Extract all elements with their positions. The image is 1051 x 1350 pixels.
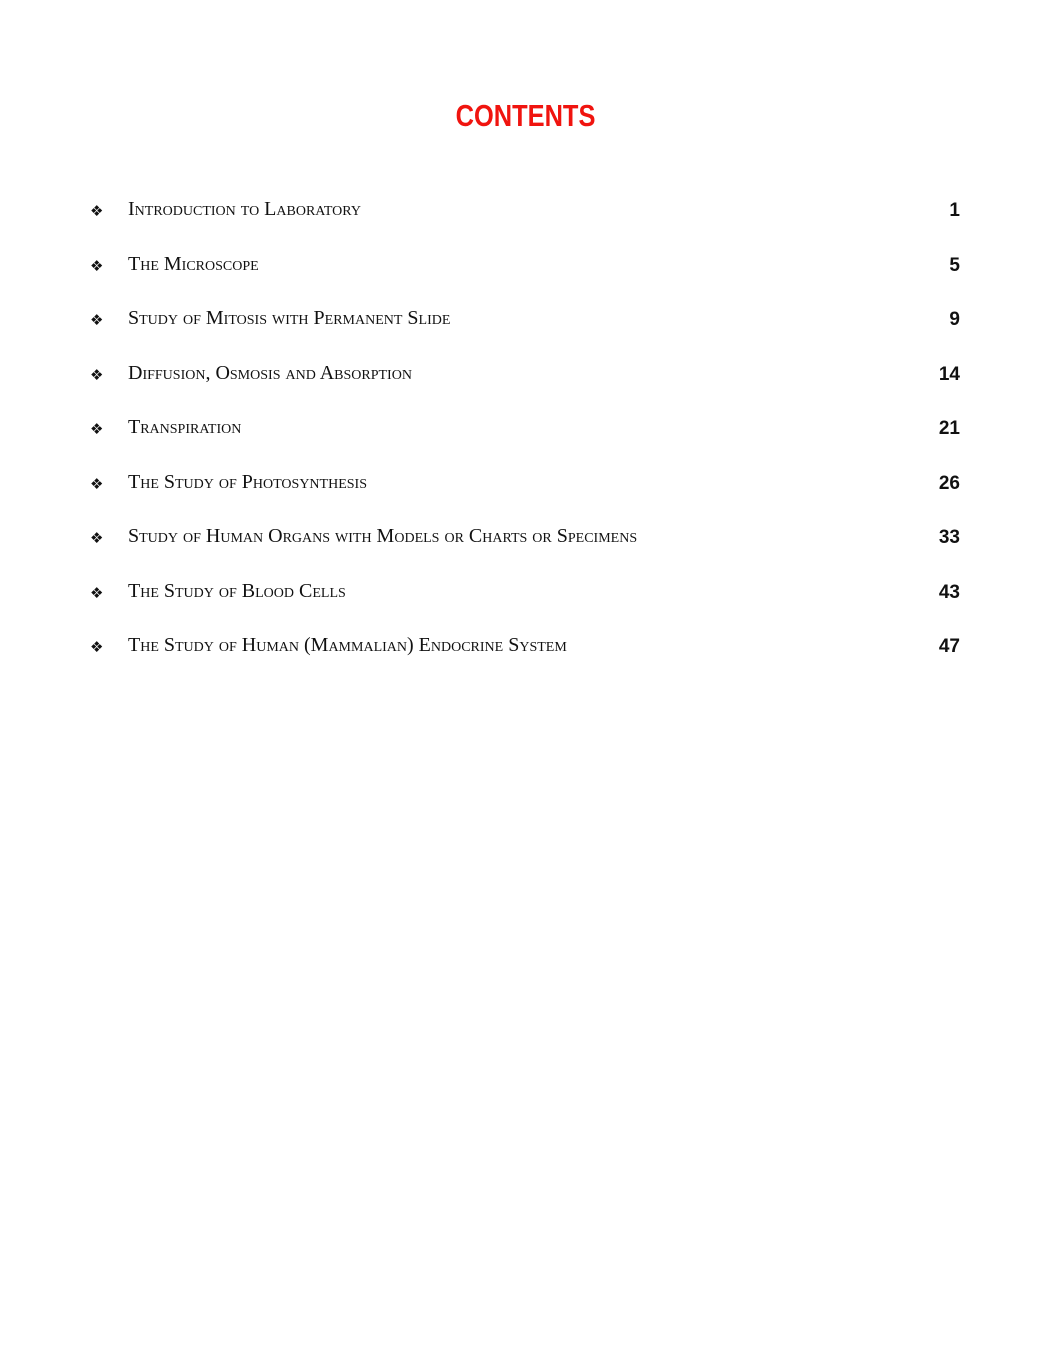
toc-entry-title[interactable]: Introduction to Laboratory <box>128 198 361 220</box>
diamond-bullet-icon: ❖ <box>90 583 104 602</box>
toc-entry-page: 33 <box>938 527 960 548</box>
toc-entry-title[interactable]: The Microscope <box>128 252 259 275</box>
toc-entry[interactable] <box>0 360 1051 415</box>
toc-entry-title[interactable]: Diffusion, Osmosis and Absorption <box>128 361 412 384</box>
diamond-bullet-icon: ❖ <box>90 420 104 438</box>
toc-entry-title[interactable]: The Study of Blood Cells <box>128 579 346 602</box>
toc-entry-page: 1 <box>949 200 960 221</box>
diamond-bullet-icon: ❖ <box>90 638 104 656</box>
table-of-contents <box>0 196 1051 687</box>
toc-entry-title[interactable]: Study of Human Organs with Models or Charts or Specimens <box>128 525 638 547</box>
toc-entry[interactable] <box>0 632 1051 687</box>
toc-entry[interactable] <box>0 196 1051 251</box>
toc-entry[interactable] <box>0 251 1051 306</box>
diamond-bullet-icon: ❖ <box>90 529 104 547</box>
toc-entry[interactable] <box>0 305 1051 360</box>
toc-entry-page: 47 <box>938 636 960 657</box>
toc-entry-page: 9 <box>949 309 960 330</box>
toc-entry-page: 14 <box>938 363 960 385</box>
toc-entry[interactable] <box>0 414 1051 469</box>
toc-entry-title[interactable]: Study of Mitosis with Permanent Slide <box>128 307 451 329</box>
toc-entry-title[interactable]: Transpiration <box>128 416 242 438</box>
toc-entry[interactable] <box>0 578 1051 633</box>
diamond-bullet-icon: ❖ <box>90 311 104 329</box>
toc-entry[interactable] <box>0 523 1051 578</box>
diamond-bullet-icon: ❖ <box>90 202 104 220</box>
diamond-bullet-icon: ❖ <box>90 474 104 493</box>
diamond-bullet-icon: ❖ <box>90 365 104 384</box>
toc-entry-title[interactable]: The Study of Photosynthesis <box>128 470 367 493</box>
toc-entry-title[interactable]: The Study of Human (Mammalian) Endocrine System <box>128 634 567 656</box>
page-title: CONTENTS <box>455 98 596 133</box>
toc-entry-page: 43 <box>938 581 960 603</box>
toc-entry[interactable] <box>0 469 1051 524</box>
toc-entry-page: 26 <box>938 472 960 494</box>
toc-entry-page: 21 <box>938 418 960 439</box>
diamond-bullet-icon: ❖ <box>90 256 104 275</box>
toc-entry-page: 5 <box>949 254 960 276</box>
